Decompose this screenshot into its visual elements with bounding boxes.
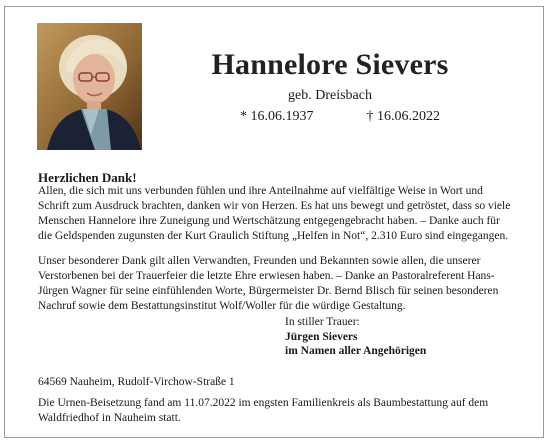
deceased-name: Hannelore Sievers (211, 48, 449, 81)
thanks-heading: Herzlichen Dank! (38, 170, 137, 185)
burial-paragraph: Die Urnen-Beisetzung fand am 11.07.2022 im engsten Familienkreis als Baumbestattung auf dem Waldfriedhof in Nauheim statt. (38, 397, 489, 424)
life-dates (240, 109, 440, 125)
death-date: † 16.06.2022 (366, 109, 440, 124)
thanks-paragraph-2: Unser besonderer Dank gilt allen Verwandten, Freunden und Bekannten sowie allen, die unserer Verstorbenen bei der Trauerfeier die letzte Ehre erwiesen haben. – Danke an Pastoralreferent Hans-Jürgen Wagner für seine einfühlenden Worte, Bürgermeister Dr. Bernd Blisch für seinen besonderen Nachruf sowie dem Bestattungsinstitut Wolf/Woller für die würdige Gestaltung. (38, 255, 499, 312)
birth-date: * 16.06.1937 (240, 109, 314, 124)
mourning-intro: In stiller Trauer: (285, 316, 360, 328)
portrait-photo (37, 23, 142, 150)
mourner-name: Jürgen Sievers (285, 330, 358, 343)
address: 64569 Nauheim, Rudolf-Virchow-Straße 1 (38, 376, 235, 388)
mourning-signature (285, 315, 426, 359)
relatives-line: im Namen aller Angehörigen (285, 345, 427, 357)
birth-name: geb. Dreisbach (288, 88, 372, 103)
thanks-paragraph-1: Allen, die sich mit uns verbunden fühlen und ihre Anteilnahme auf vielfältige Weise in Wort und Schrift zum Ausdruck brachten, danken wir von Herzen. Es hat uns bewegt und getröstet, dass so viele Menschen Hannelore ihre Zuneigung und Wertschätzung entgegengebracht haben. – Danke auch für die Geldspenden zugunsten der Kurt Graulich Stiftung „Helfen in Not“, 2.310 Euro sind eingegangen. (38, 185, 511, 242)
